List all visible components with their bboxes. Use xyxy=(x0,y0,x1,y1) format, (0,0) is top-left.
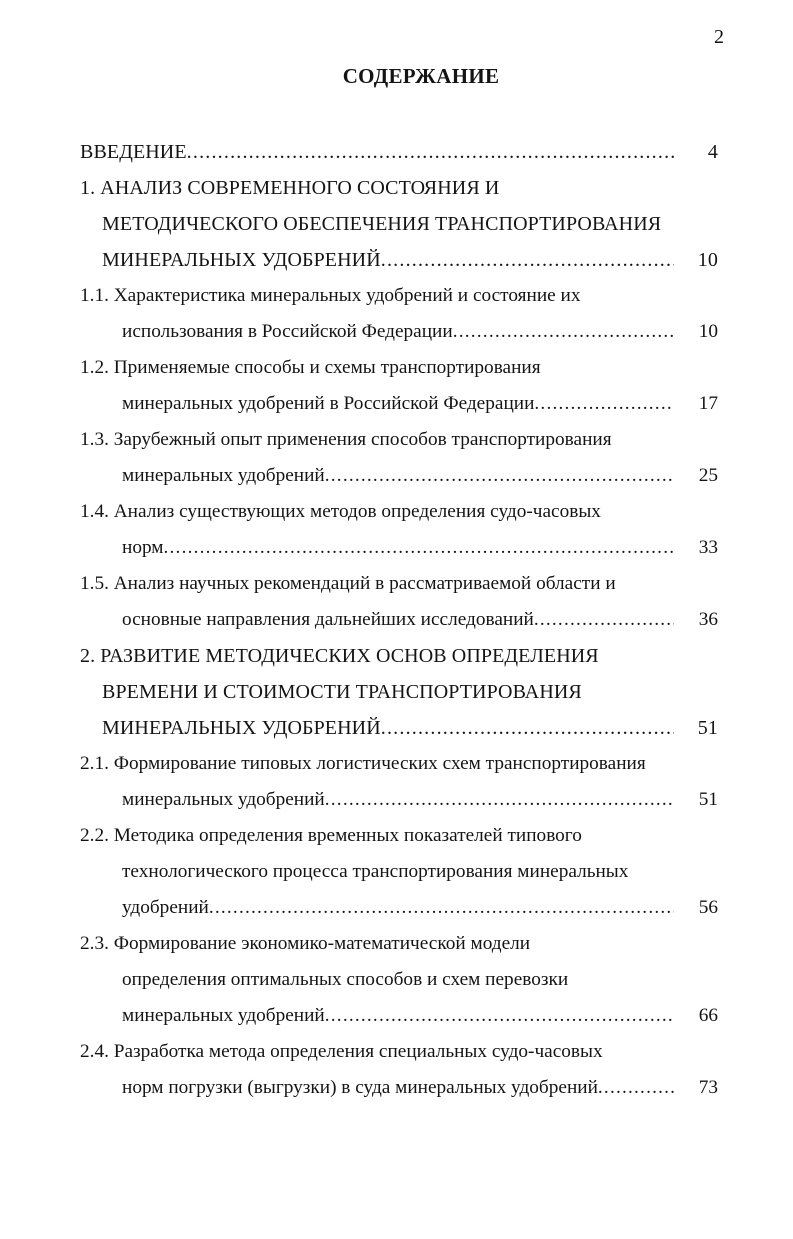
dot-leader xyxy=(187,134,674,170)
toc-entry-section-2-1[interactable] xyxy=(80,746,720,818)
dot-leader xyxy=(534,386,674,422)
page-number: 2 xyxy=(714,26,724,48)
toc-entry-section-2-3[interactable] xyxy=(80,926,720,1034)
toc-entry-section-2-2[interactable] xyxy=(80,818,720,926)
toc-entry-line: 2.4. Разработка метода определения специальных судо-часовых xyxy=(80,1041,603,1062)
toc-entry-line: норм погрузки (выгрузки) в суда минеральных удобрений xyxy=(122,1077,598,1098)
toc-entry-line: ВРЕМЕНИ И СТОИМОСТИ ТРАНСПОРТИРОВАНИЯ xyxy=(102,681,582,703)
toc-entry-line: 2. РАЗВИТИЕ МЕТОДИЧЕСКИХ ОСНОВ ОПРЕДЕЛЕНИЯ xyxy=(80,645,599,667)
toc-entry-line: минеральных удобрений xyxy=(122,789,325,810)
dot-leader xyxy=(534,602,674,638)
toc-entry-line: МЕТОДИЧЕСКОГО ОБЕСПЕЧЕНИЯ ТРАНСПОРТИРОВАНИЯ xyxy=(102,213,662,235)
toc-entry-line: удобрений xyxy=(122,897,209,918)
toc-entry-line: 1.5. Анализ научных рекомендаций в рассматриваемой области и xyxy=(80,573,616,594)
toc-page-number: 56 xyxy=(698,897,718,918)
toc-entry-section-1-4[interactable] xyxy=(80,494,720,566)
dot-leader xyxy=(164,530,674,566)
dot-leader xyxy=(325,782,674,818)
dot-leader xyxy=(381,242,674,278)
dot-leader xyxy=(453,314,674,350)
page-title: СОДЕРЖАНИЕ xyxy=(342,64,500,88)
toc-entry-chapter-2[interactable] xyxy=(80,638,720,746)
toc-page-number: 25 xyxy=(698,465,718,486)
toc-page-number: 10 xyxy=(698,321,718,342)
toc-page-number: 4 xyxy=(707,141,718,163)
toc-page-number: 66 xyxy=(698,1005,718,1026)
toc-entry-section-1-5[interactable] xyxy=(80,566,720,638)
dot-leader xyxy=(598,1070,674,1106)
toc-entry-introduction[interactable] xyxy=(80,134,720,170)
toc-entry-line: ВВЕДЕНИЕ xyxy=(80,141,187,163)
toc-entry-section-2-4[interactable] xyxy=(80,1034,720,1106)
toc-entry-line: использования в Российской Федерации xyxy=(122,321,453,342)
dot-leader xyxy=(325,998,674,1034)
dot-leader xyxy=(209,890,674,926)
toc-page-number: 10 xyxy=(697,249,718,271)
toc-page-number: 33 xyxy=(698,537,718,558)
toc-entry-line: 1. АНАЛИЗ СОВРЕМЕННОГО СОСТОЯНИЯ И xyxy=(80,177,500,199)
toc-entry-line: 2.3. Формирование экономико-математической модели xyxy=(80,933,531,954)
toc-page-number: 73 xyxy=(698,1077,718,1098)
toc-page-number: 51 xyxy=(698,789,718,810)
toc-entry-line: МИНЕРАЛЬНЫХ УДОБРЕНИЙ xyxy=(102,717,381,739)
toc-entry-chapter-1[interactable] xyxy=(80,170,720,278)
toc-entry-line: 1.2. Применяемые способы и схемы транспортирования xyxy=(80,357,541,378)
toc-entry-line: определения оптимальных способов и схем перевозки xyxy=(122,969,569,990)
toc-entry-line: минеральных удобрений в Российской Федерации xyxy=(122,393,535,414)
toc-entry-line: основные направления дальнейших исследований xyxy=(122,609,534,630)
toc-entry-line: норм xyxy=(122,537,164,558)
toc-entry-section-1-1[interactable] xyxy=(80,278,720,350)
toc-entry-line: 1.1. Характеристика минеральных удобрений и состояние их xyxy=(80,285,581,306)
dot-leader xyxy=(381,710,674,746)
toc-entry-line: 1.3. Зарубежный опыт применения способов транспортирования xyxy=(80,429,612,450)
toc-entry-section-1-3[interactable] xyxy=(80,422,720,494)
toc-page-number: 51 xyxy=(697,717,718,739)
toc-page-number: 36 xyxy=(698,609,718,630)
toc-entry-line: 2.1. Формирование типовых логистических схем транспортирования xyxy=(80,753,646,774)
toc-entry-line: 2.2. Методика определения временных показателей типового xyxy=(80,825,582,846)
toc-entry-line: минеральных удобрений xyxy=(122,465,325,486)
table-of-contents xyxy=(80,134,720,1106)
toc-entry-line: 1.4. Анализ существующих методов определения судо-часовых xyxy=(80,501,601,522)
toc-entry-line: МИНЕРАЛЬНЫХ УДОБРЕНИЙ xyxy=(102,249,381,271)
toc-entry-line: минеральных удобрений xyxy=(122,1005,325,1026)
dot-leader xyxy=(325,458,674,494)
toc-page-number: 17 xyxy=(698,393,718,414)
toc-entry-section-1-2[interactable] xyxy=(80,350,720,422)
toc-entry-line: технологического процесса транспортирования минеральных xyxy=(122,861,629,882)
